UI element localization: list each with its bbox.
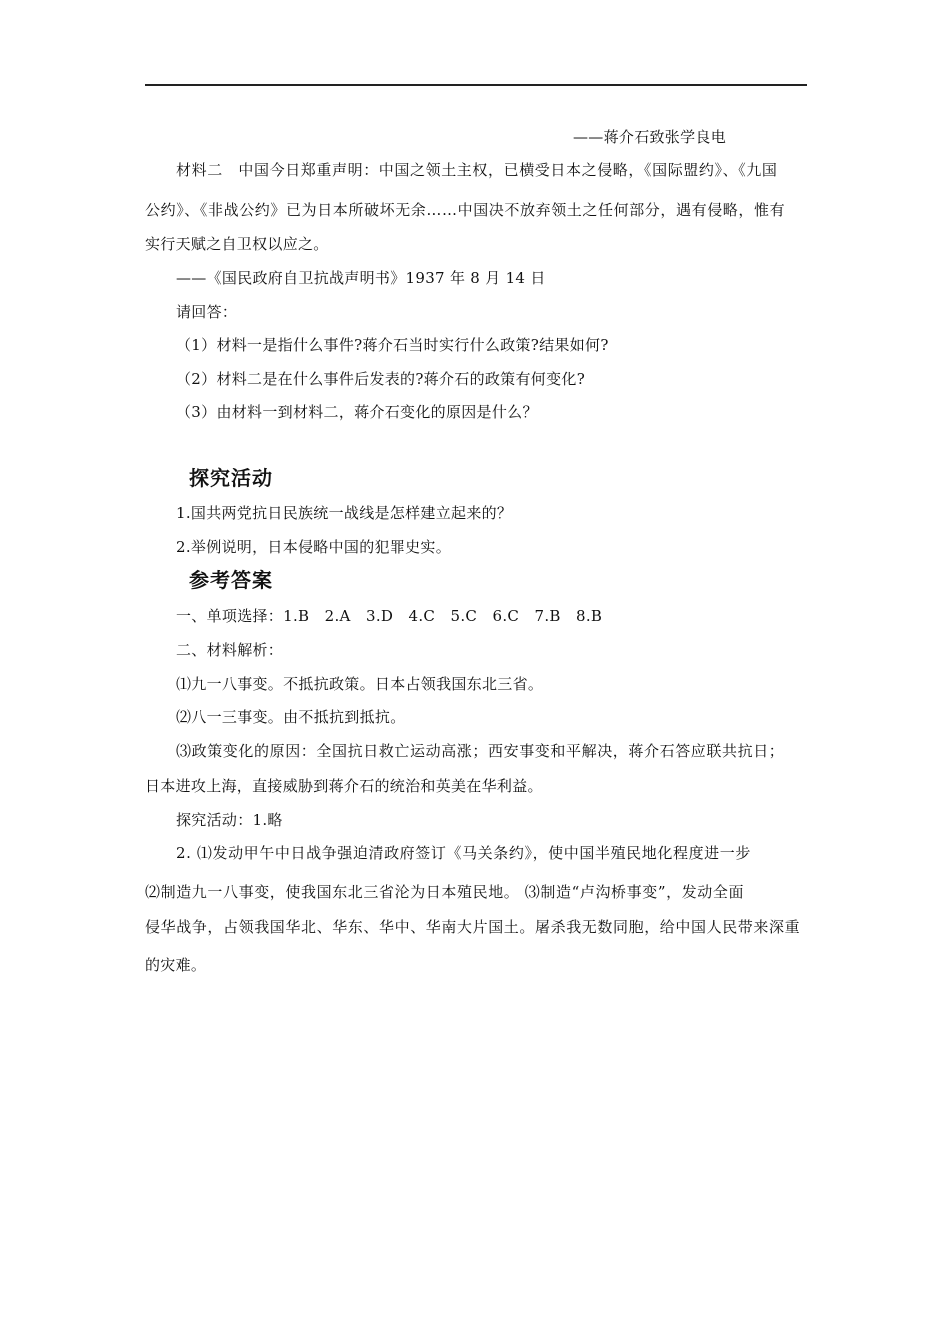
answer-3-line1: ⑶政策变化的原因：全国抗日救亡运动高涨；西安事变和平解决，蒋介石答应联共抗日； — [176, 742, 785, 760]
material2-line3: 实行天赋之自卫权以应之。 — [145, 235, 329, 253]
inquiry-item2-answer-line4: 的灾难。 — [145, 956, 207, 974]
answer-1: ⑴九一八事变。不抵抗政策。日本占领我国东北三省。 — [176, 675, 544, 693]
material2-line1: 材料二 中国今日郑重声明：中国之领土主权，已横受日本之侵略，《国际盟约》、《九国 — [176, 161, 778, 179]
question-2: （2）材料二是在什么事件后发表的?蒋介石的政策有何变化? — [176, 370, 586, 388]
answers-choice: 一、单项选择：1.B 2.A 3.D 4.C 5.C 6.C 7.B 8.B — [176, 607, 603, 625]
question-prompt: 请回答： — [176, 303, 238, 321]
inquiry-item2-answer-line3: 侵华战争，占领我国华北、华东、华中、华南大片国土。屠杀我无数同胞，给中国人民带来深重 — [145, 918, 801, 936]
material1-source: ——蒋介石致张学良电 — [573, 128, 727, 146]
inquiry-item-1: 1.国共两党抗日民族统一战线是怎样建立起来的？ — [176, 504, 513, 522]
material2-source: ——《国民政府自卫抗战声明书》1937 年 8 月 14 日 — [176, 269, 546, 287]
inquiry-heading: 探究活动 — [189, 466, 273, 490]
inquiry-answer: 探究活动：1.略 — [176, 811, 283, 829]
answer-2: ⑵八一三事变。由不抵抗到抵抗。 — [176, 708, 406, 726]
question-1: （1）材料一是指什么事件?蒋介石当时实行什么政策?结果如何? — [176, 336, 609, 354]
answers-analysis-title: 二、材料解析： — [176, 641, 284, 659]
inquiry-item2-answer-line1: 2. ⑴发动甲午中日战争强迫清政府签订《马关条约》，使中国半殖民地化程度进一步 — [176, 844, 751, 862]
material2-line2: 公约》、《非战公约》已为日本所破坏无余……中国决不放弃领土之任何部分，遇有侵略，惟有 — [145, 201, 786, 219]
question-3: （3）由材料一到材料二，蒋介石变化的原因是什么？ — [176, 403, 538, 421]
answer-3-line2: 日本进攻上海，直接威胁到蒋介石的统治和英美在华利益。 — [145, 777, 543, 795]
answers-heading: 参考答案 — [189, 568, 273, 592]
inquiry-item-2: 2.举例说明，日本侵略中国的犯罪史实。 — [176, 538, 452, 556]
inquiry-item2-answer-line2: ⑵制造九一八事变，使我国东北三省沦为日本殖民地。 ⑶制造“卢沟桥事变”，发动全面 — [145, 883, 745, 901]
header-rule — [145, 84, 807, 86]
